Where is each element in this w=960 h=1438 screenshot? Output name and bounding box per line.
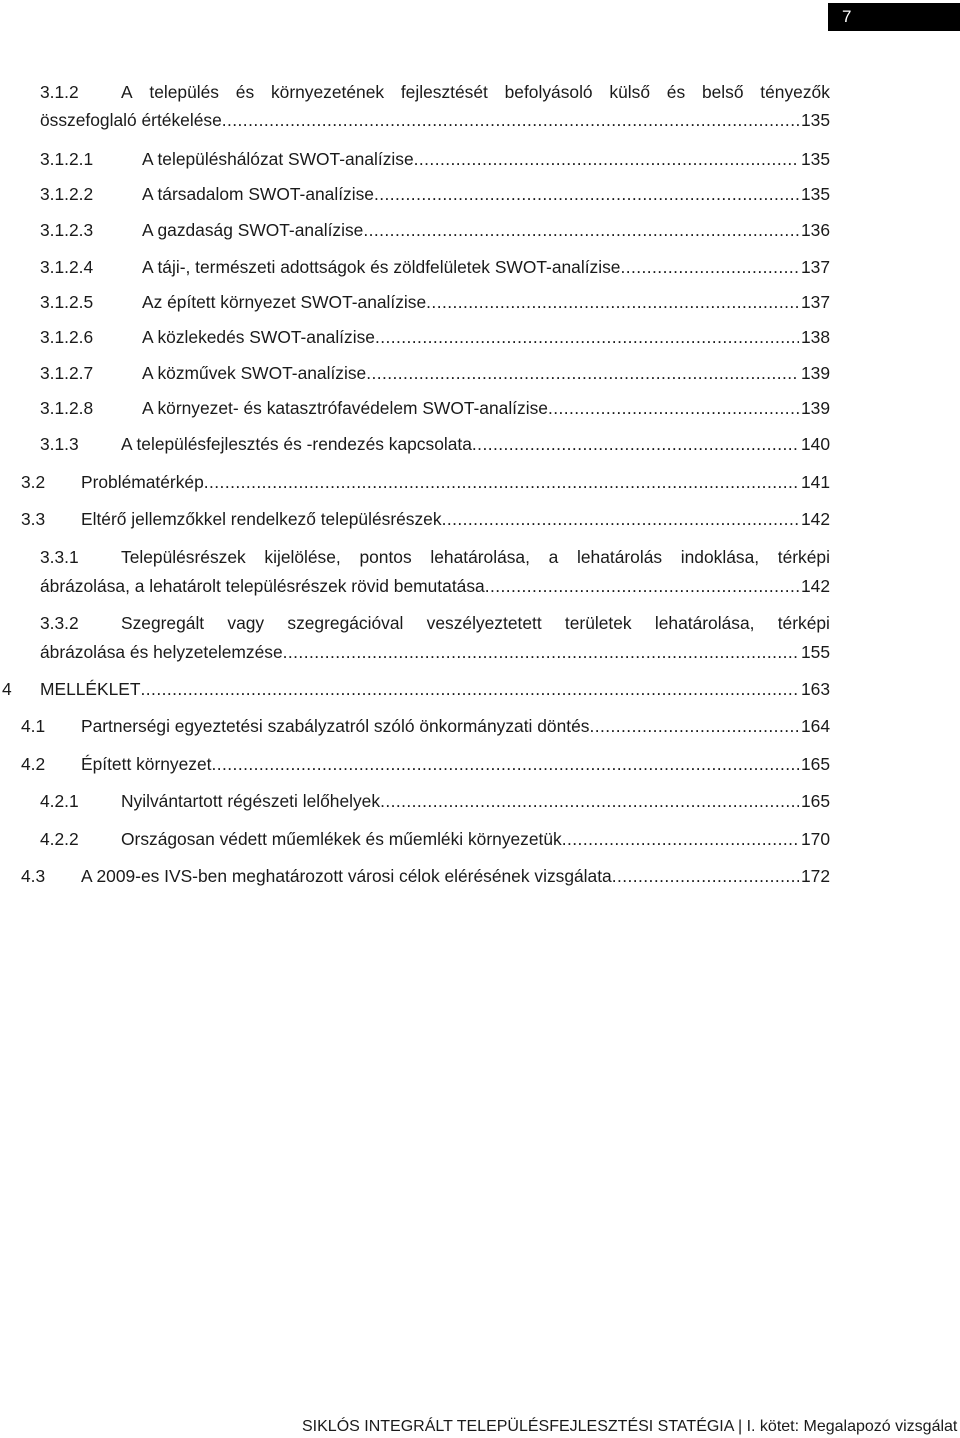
toc-entry-3-1-2-8[interactable]	[0, 397, 960, 419]
toc-title: A közlekedés SWOT-analízise	[142, 327, 375, 347]
toc-row	[81, 471, 830, 493]
toc-title: A 2009-es IVS-ben meghatározott városi célok elérésének vizsgálata	[81, 866, 612, 886]
toc-page: 139	[800, 398, 830, 418]
toc-word: területek	[564, 613, 632, 633]
toc-title-line1	[121, 81, 830, 103]
toc-number: 3.1.2.5	[40, 292, 94, 312]
toc-number: 3.3.2	[40, 613, 79, 633]
toc-entry-3-3-2[interactable]	[0, 612, 960, 664]
toc-title: A településfejlesztés és -rendezés kapcsolata	[121, 434, 472, 454]
toc-row	[142, 183, 830, 205]
toc-title: Eltérő jellemzőkkel rendelkező településrészek	[81, 509, 442, 529]
toc-row	[142, 326, 830, 348]
toc-entry-4-3[interactable]	[0, 865, 960, 887]
toc-number: 4.1	[21, 716, 46, 736]
toc-title-line2	[40, 109, 830, 131]
toc-row	[142, 148, 830, 170]
toc-leader-dots	[366, 362, 799, 384]
toc-row	[142, 291, 830, 313]
toc-leader-dots	[426, 291, 799, 313]
toc-number: 3.3	[21, 509, 46, 529]
toc-entry-4-2-1[interactable]	[0, 790, 960, 812]
toc-row	[81, 865, 830, 887]
toc-word: befolyásoló	[504, 82, 593, 102]
toc-number: 3.2	[21, 472, 46, 492]
toc-page: 164	[800, 716, 830, 736]
toc-row	[121, 433, 830, 455]
toc-leader-dots	[472, 433, 799, 455]
toc-word: tényezők	[760, 82, 830, 102]
toc-leader-dots	[414, 148, 799, 170]
toc-page: 135	[800, 149, 830, 169]
toc-page: 142	[800, 576, 830, 596]
toc-entry-3-3[interactable]	[0, 508, 960, 530]
toc-entry-4-2[interactable]	[0, 753, 960, 775]
toc-title-line2	[40, 575, 830, 597]
toc-title: Országosan védett műemlékek és műemléki környezetük	[121, 829, 562, 849]
toc-word: fejlesztését	[400, 82, 488, 102]
toc-leader-dots	[442, 508, 799, 530]
toc-entry-3-1-2-6[interactable]	[0, 326, 960, 348]
toc-leader-dots	[141, 678, 799, 700]
toc-word: térképi	[777, 547, 830, 567]
toc-title-line2	[40, 641, 830, 663]
toc-word: település	[149, 82, 220, 102]
toc-number: 3.1.2.4	[40, 257, 94, 277]
toc-page: 135	[800, 184, 830, 204]
toc-title: ábrázolása, a lehatárolt településrészek rövid bemutatása	[40, 576, 485, 596]
toc-leader-dots	[562, 828, 799, 850]
toc-number: 3.1.2.8	[40, 398, 94, 418]
toc-number: 3.1.2	[40, 82, 79, 102]
toc-page: 140	[800, 434, 830, 454]
toc-word: A	[121, 82, 133, 102]
toc-title: Épített környezet	[81, 754, 212, 774]
toc-word: lehatárolása,	[430, 547, 530, 567]
toc-leader-dots	[283, 641, 799, 663]
toc-word: környezetének	[270, 82, 385, 102]
toc-page: 141	[800, 472, 830, 492]
toc-leader-dots	[380, 790, 799, 812]
toc-word: pontos	[359, 547, 412, 567]
page-footer: SIKLÓS INTEGRÁLT TELEPÜLÉSFEJLESZTÉSI STATÉGIA | I. kötet: Megalapozó vizsgálat	[302, 1418, 958, 1435]
toc-title: A táji-, természeti adottságok és zöldfelületek SWOT-analízise	[142, 257, 621, 277]
toc-page: 137	[800, 257, 830, 277]
toc-word: lehatárolás	[577, 547, 663, 567]
toc-page: 170	[800, 829, 830, 849]
toc-row	[81, 715, 830, 737]
toc-word: lehatárolása,	[654, 613, 755, 633]
toc-entry-3-1-2-3[interactable]	[0, 219, 960, 241]
toc-title: Nyilvántartott régészeti lelőhelyek	[121, 791, 381, 811]
toc-page: 155	[800, 642, 830, 662]
toc-entry-3-1-2-4[interactable]	[0, 256, 960, 278]
toc-leader-dots	[375, 326, 799, 348]
toc-number: 3.1.3	[40, 434, 79, 454]
toc-page: 172	[800, 866, 830, 886]
toc-word: külső	[609, 82, 650, 102]
toc-number: 4.2.1	[40, 791, 79, 811]
toc-word: térképi	[777, 613, 830, 633]
toc-leader-dots	[222, 109, 799, 131]
page-number: 7	[828, 3, 960, 31]
toc-entry-4-2-2[interactable]	[0, 828, 960, 850]
toc-entry-3-1-2-2[interactable]	[0, 183, 960, 205]
toc-row	[121, 790, 830, 812]
toc-title: Partnerségi egyeztetési szabályzatról szóló önkormányzati döntés	[81, 716, 590, 736]
toc-entry-4[interactable]	[0, 678, 960, 700]
toc-number: 3.1.2.2	[40, 184, 94, 204]
toc-entry-3-2[interactable]	[0, 471, 960, 493]
toc-row	[40, 678, 830, 700]
toc-title: A környezet- és katasztrófavédelem SWOT-analízise	[142, 398, 548, 418]
toc-word: vagy	[227, 613, 265, 633]
toc-leader-dots	[548, 397, 799, 419]
toc-word: és	[666, 82, 686, 102]
toc-page: 142	[800, 509, 830, 529]
toc-leader-dots	[363, 219, 799, 241]
toc-title: Problématérkép	[81, 472, 204, 492]
toc-title: A gazdaság SWOT-analízise	[142, 220, 364, 240]
toc-entry-3-1-2-7[interactable]	[0, 362, 960, 384]
toc-leader-dots	[212, 753, 799, 775]
toc-title: összefoglaló értékelése	[40, 110, 222, 130]
toc-entry-4-1[interactable]	[0, 715, 960, 737]
toc-word: Településrészek	[121, 547, 246, 567]
toc-page: 163	[800, 679, 830, 699]
toc-number: 3.3.1	[40, 547, 79, 567]
toc-leader-dots	[612, 865, 799, 887]
toc-page: 138	[800, 327, 830, 347]
toc-title: ábrázolása és helyzetelemzése	[40, 642, 283, 662]
toc-leader-dots	[589, 715, 799, 737]
toc-row	[142, 256, 830, 278]
toc-word: szegregációval	[287, 613, 404, 633]
toc-leader-dots	[204, 471, 799, 493]
toc-number: 4	[2, 679, 12, 699]
toc-row	[81, 753, 830, 775]
toc-page: 135	[800, 110, 830, 130]
toc-page: 165	[800, 791, 830, 811]
toc-word: belső	[701, 82, 744, 102]
toc-title-line1	[121, 546, 830, 568]
toc-row	[142, 219, 830, 241]
toc-row	[81, 508, 830, 530]
toc-number: 4.2.2	[40, 829, 79, 849]
toc-title: A társadalom SWOT-analízise	[142, 184, 374, 204]
toc-page: 139	[800, 363, 830, 383]
toc-entry-3-3-1[interactable]	[0, 546, 960, 598]
toc-entry-3-1-2-1[interactable]	[0, 148, 960, 170]
toc-word: Szegregált	[121, 613, 205, 633]
toc-number: 3.1.2.6	[40, 327, 94, 347]
toc-word: a	[548, 547, 559, 567]
toc-title: Az épített környezet SWOT-analízise	[142, 292, 427, 312]
toc-entry-3-1-2-5[interactable]	[0, 291, 960, 313]
toc-row	[121, 828, 830, 850]
toc-page: 136	[800, 220, 830, 240]
toc-row	[142, 397, 830, 419]
toc-row	[142, 362, 830, 384]
toc-entry-3-1-2[interactable]	[0, 81, 960, 133]
toc-number: 4.2	[21, 754, 46, 774]
toc-title: A közművek SWOT-analízise	[142, 363, 367, 383]
toc-word: veszélyeztetett	[426, 613, 542, 633]
toc-title: MELLÉKLET	[40, 679, 141, 699]
toc-number: 3.1.2.3	[40, 220, 94, 240]
toc-leader-dots	[374, 183, 799, 205]
toc-page: 137	[800, 292, 830, 312]
toc-leader-dots	[485, 575, 799, 597]
toc-number: 4.3	[21, 866, 46, 886]
toc-page: 165	[800, 754, 830, 774]
toc-word: kijelölése,	[264, 547, 341, 567]
toc-entry-3-1-3[interactable]	[0, 433, 960, 455]
toc-number: 3.1.2.1	[40, 149, 94, 169]
toc-word: és	[235, 82, 255, 102]
toc-leader-dots	[620, 256, 799, 278]
toc-number: 3.1.2.7	[40, 363, 94, 383]
toc-title-line1	[121, 612, 830, 634]
toc-title: A településhálózat SWOT-analízise	[142, 149, 414, 169]
toc-word: indoklása,	[680, 547, 760, 567]
